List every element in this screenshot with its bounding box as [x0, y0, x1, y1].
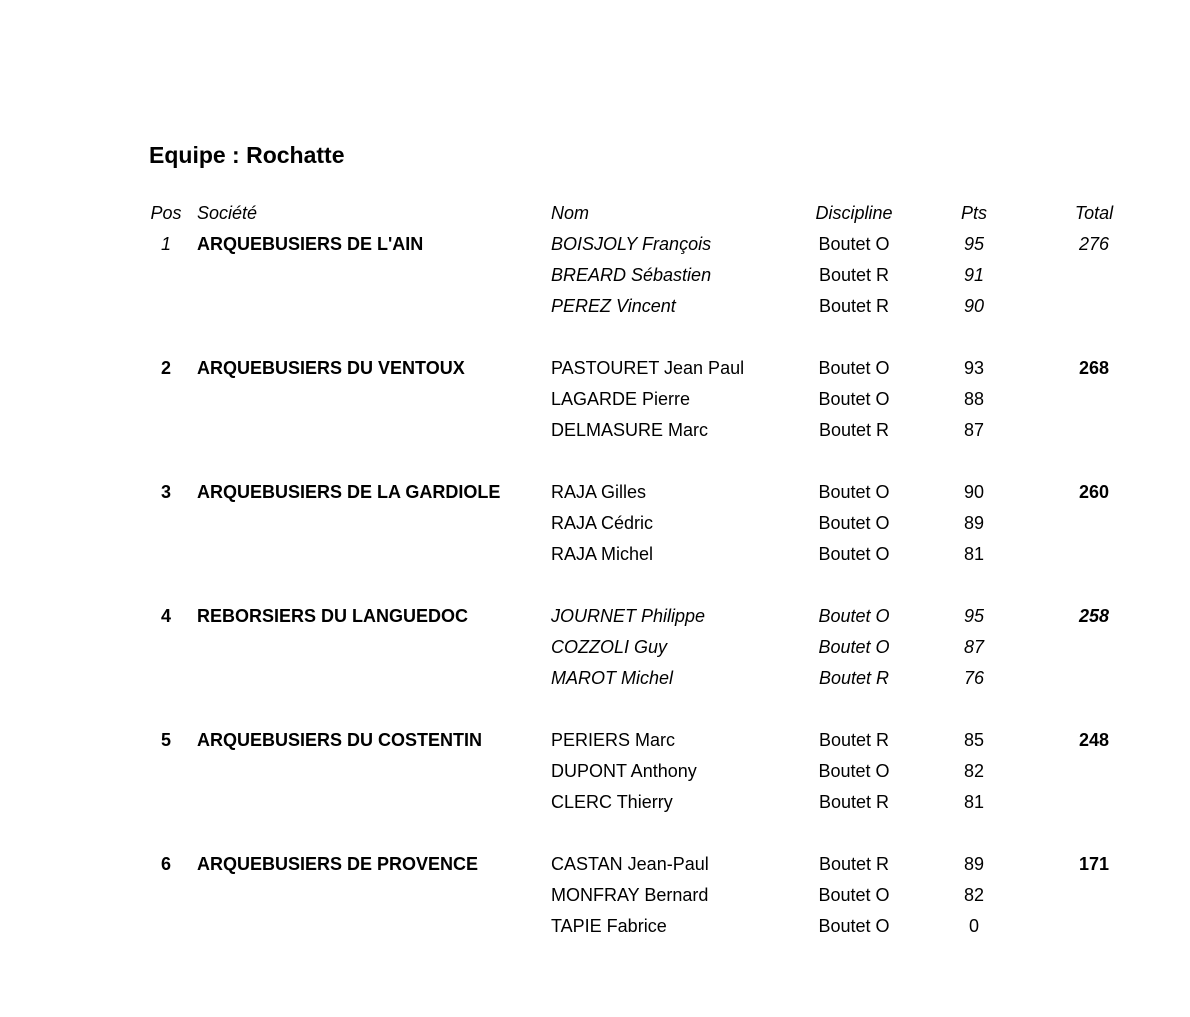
team-total: 268: [1078, 358, 1110, 378]
team-societe: REBORSIERS DU LANGUEDOC: [197, 606, 469, 626]
member-discipline: Boutet O: [818, 916, 890, 936]
table-row: [0, 384, 1190, 415]
table-row: [0, 880, 1190, 911]
header-nom: Nom: [551, 203, 590, 223]
member-pts: 81: [963, 544, 985, 564]
table-header: [0, 198, 1190, 229]
table-row: [0, 508, 1190, 539]
member-pts: 89: [963, 854, 985, 874]
member-discipline: Boutet O: [818, 513, 890, 533]
team-pos: 6: [160, 854, 171, 874]
member-discipline: Boutet O: [818, 637, 890, 657]
member-discipline: Boutet O: [818, 606, 890, 626]
member-nom: MAROT Michel: [551, 668, 674, 688]
member-nom: CLERC Thierry: [551, 792, 673, 812]
table-row: [0, 260, 1190, 291]
team-societe: ARQUEBUSIERS DE LA GARDIOLE: [197, 482, 501, 502]
team-total: 260: [1078, 482, 1110, 502]
team-societe: ARQUEBUSIERS DE L'AIN: [197, 234, 424, 254]
header-pos: Pos: [150, 203, 182, 223]
table-row: [0, 229, 1190, 260]
header-societe: Société: [197, 203, 258, 223]
member-nom: PEREZ Vincent: [551, 296, 676, 316]
table-row: [0, 353, 1190, 384]
member-discipline: Boutet O: [818, 389, 890, 409]
member-discipline: Boutet R: [818, 296, 890, 316]
member-nom: CASTAN Jean-Paul: [551, 854, 709, 874]
member-nom: COZZOLI Guy: [551, 637, 668, 657]
member-discipline: Boutet R: [818, 792, 890, 812]
team-pos: 3: [160, 482, 171, 502]
member-pts: 88: [963, 389, 985, 409]
member-pts: 91: [963, 265, 985, 285]
member-pts: 90: [963, 296, 985, 316]
header-pts: Pts: [960, 203, 987, 223]
team-total: 258: [1078, 606, 1110, 626]
team-pos: 4: [160, 606, 171, 626]
member-nom: TAPIE Fabrice: [551, 916, 667, 936]
member-discipline: Boutet O: [818, 482, 890, 502]
member-nom: JOURNET Philippe: [551, 606, 706, 626]
member-pts: 87: [963, 420, 985, 440]
member-discipline: Boutet R: [818, 854, 890, 874]
table-row: [0, 477, 1190, 508]
member-pts: 76: [963, 668, 985, 688]
member-discipline: Boutet R: [818, 668, 890, 688]
table-row: [0, 911, 1190, 942]
member-nom: RAJA Cédric: [551, 513, 654, 533]
page-title: Equipe : Rochatte: [149, 142, 345, 168]
member-pts: 0: [968, 916, 979, 936]
member-pts: 82: [963, 761, 985, 781]
header-total: Total: [1074, 203, 1114, 223]
team-pos: 2: [160, 358, 171, 378]
member-nom: BREARD Sébastien: [551, 265, 712, 285]
member-discipline: Boutet O: [818, 234, 890, 254]
team-pos: 5: [160, 730, 171, 750]
table-row: [0, 632, 1190, 663]
member-nom: PASTOURET Jean Paul: [551, 358, 745, 378]
team-total: 276: [1078, 234, 1110, 254]
member-nom: DUPONT Anthony: [551, 761, 697, 781]
member-nom: MONFRAY Bernard: [551, 885, 709, 905]
member-pts: 87: [963, 637, 985, 657]
team-societe: ARQUEBUSIERS DU COSTENTIN: [197, 730, 483, 750]
member-discipline: Boutet O: [818, 885, 890, 905]
member-nom: RAJA Michel: [551, 544, 654, 564]
team-total: 248: [1078, 730, 1110, 750]
table-row: [0, 601, 1190, 632]
member-nom: BOISJOLY François: [551, 234, 712, 254]
table-row: [0, 756, 1190, 787]
member-pts: 90: [963, 482, 985, 502]
team-total: 171: [1078, 854, 1110, 874]
member-nom: DELMASURE Marc: [551, 420, 709, 440]
member-discipline: Boutet O: [818, 544, 890, 564]
member-pts: 82: [963, 885, 985, 905]
table-row: [0, 725, 1190, 756]
member-pts: 93: [963, 358, 985, 378]
table-row: [0, 663, 1190, 694]
member-discipline: Boutet R: [818, 265, 890, 285]
member-pts: 95: [963, 606, 985, 626]
team-pos: 1: [160, 234, 171, 254]
member-nom: RAJA Gilles: [551, 482, 647, 502]
table-row: [0, 787, 1190, 818]
table-row: [0, 415, 1190, 446]
member-pts: 81: [963, 792, 985, 812]
header-discipline: Discipline: [815, 203, 893, 223]
table-row: [0, 539, 1190, 570]
member-pts: 95: [963, 234, 985, 254]
member-pts: 85: [963, 730, 985, 750]
team-societe: ARQUEBUSIERS DU VENTOUX: [197, 358, 465, 378]
member-pts: 89: [963, 513, 985, 533]
member-discipline: Boutet O: [818, 761, 890, 781]
team-societe: ARQUEBUSIERS DE PROVENCE: [197, 854, 479, 874]
table-row: [0, 849, 1190, 880]
table-row: [0, 291, 1190, 322]
member-nom: PERIERS Marc: [551, 730, 676, 750]
member-discipline: Boutet R: [818, 420, 890, 440]
member-discipline: Boutet R: [818, 730, 890, 750]
member-discipline: Boutet O: [818, 358, 890, 378]
member-nom: LAGARDE Pierre: [551, 389, 691, 409]
